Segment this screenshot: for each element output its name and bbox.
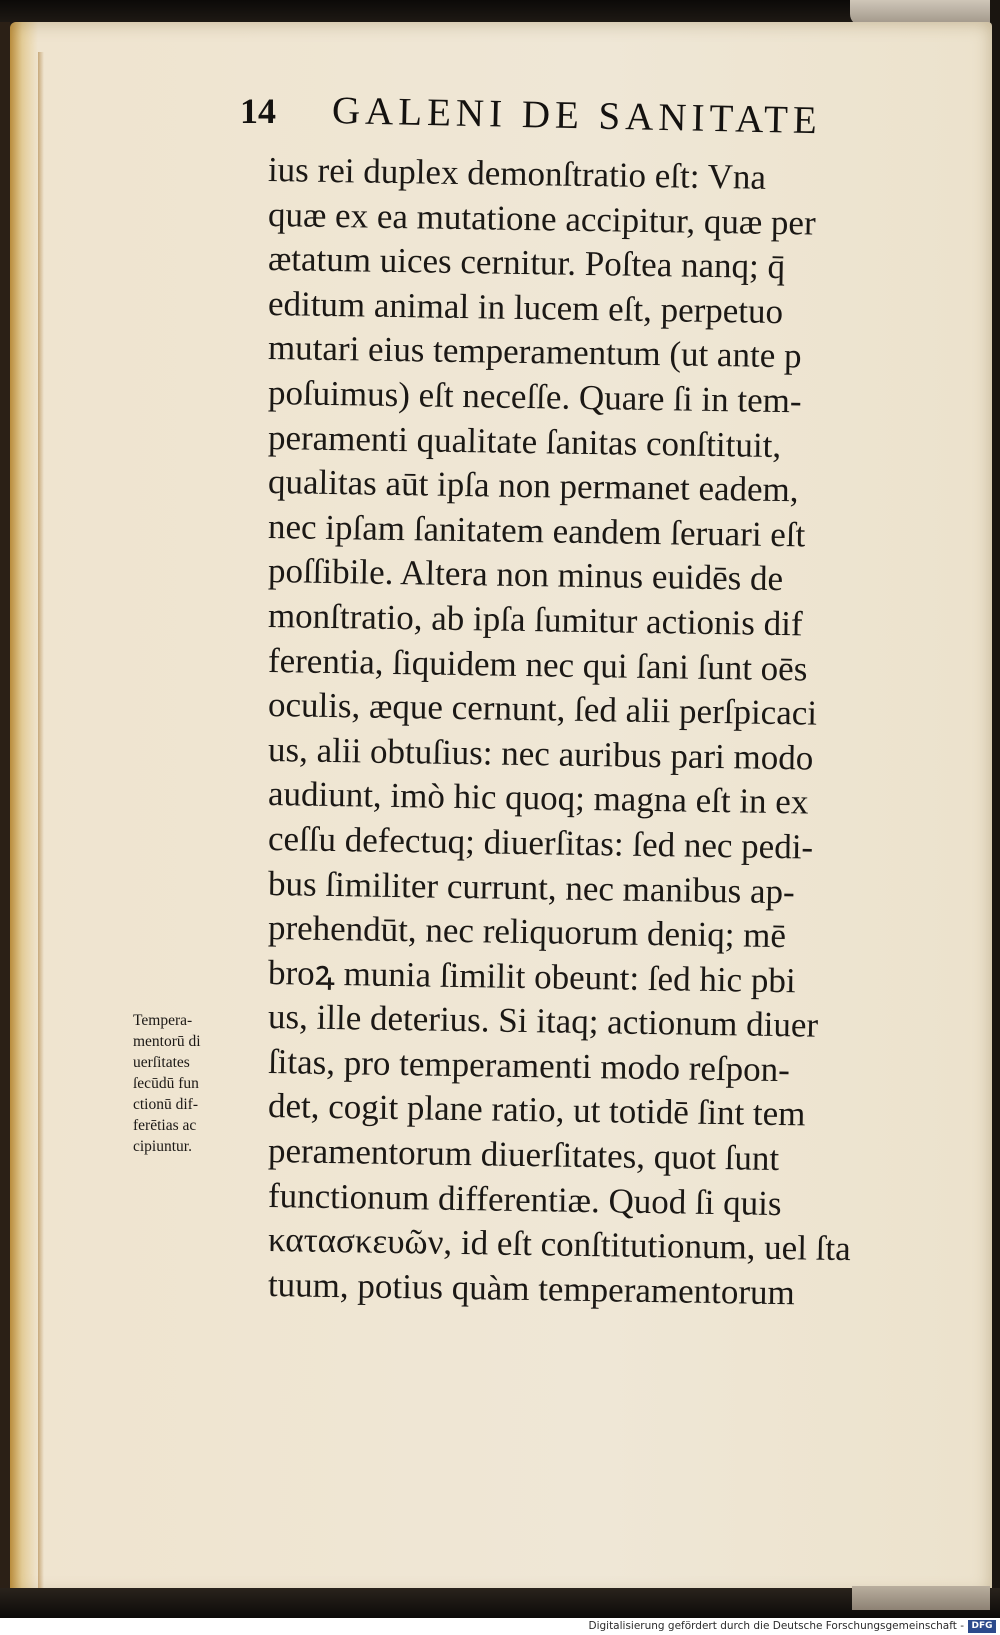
text-line: editum animal in lucem eſt, perpetuo <box>267 283 784 331</box>
dfg-credit: Digitalisierung gefördert durch die Deutsche Forschungsgemeinschaft - <box>588 1620 964 1632</box>
page-header <box>240 88 900 148</box>
text-line: bus ſimiliter currunt, nec manibus ap- <box>267 863 796 911</box>
text-line: ferentia, ſiquidem nec qui ſani ſunt oēs <box>267 640 808 689</box>
marginal-note-line: ſecūdū fun <box>133 1075 199 1092</box>
text-line: poſuimus) eſt neceſſe. Quare ſi in tem- <box>267 372 802 421</box>
body-text <box>267 148 908 1313</box>
marginal-note-line: ctionū dif- <box>133 1096 198 1113</box>
footer-bar <box>0 1618 1000 1635</box>
text-line: monſtratio, ab ipſa ſumitur actionis dif <box>267 595 803 644</box>
running-title: GALENI DE SANITATE <box>331 89 823 143</box>
marginal-note-line: Tempera- <box>133 1012 193 1029</box>
text-line: oculis, æque cernunt, ſed alii perſpicaci <box>267 685 818 733</box>
marginal-note-line: mentorū di <box>133 1033 201 1050</box>
text-line: audiunt, imò hic quoq; magna eſt in ex <box>267 774 809 822</box>
text-line: tuum, potius quàm temperamentorum <box>267 1264 796 1313</box>
marginal-note-line: ferētias ac <box>133 1117 197 1134</box>
text-line: us, alii obtuſius: nec auribus pari modo <box>267 729 814 778</box>
scan-frame-bottom <box>0 1588 1000 1618</box>
marginal-note-line: cipiuntur. <box>133 1138 192 1155</box>
text-line: κατασκευῶν, id eſt conſtitutionum, uel ſta <box>267 1220 852 1269</box>
text-line: nec ipſam ſanitatem eandem ſeruari eſt <box>267 506 806 555</box>
text-line: prehendūt, nec reliquorum deniq; mē <box>267 908 787 956</box>
marginal-note <box>133 1010 263 1157</box>
text-line: quæ ex ea mutatione accipitur, quæ per <box>267 194 816 243</box>
text-line: ceſſu defectuq; diuerſitas: ſed nec pedi- <box>267 818 814 867</box>
page-gutter-shadow <box>38 52 44 1612</box>
text-line: us, ille deterius. Si itaq; actionum diuer <box>267 997 819 1045</box>
scan-frame-left <box>0 22 10 1602</box>
text-line: qualitas aūt ipſa non permanet eadem, <box>267 462 799 510</box>
marginal-note-line: uerſitates <box>133 1054 190 1071</box>
page-number: 14 <box>240 91 276 131</box>
paper-scrap-bottom <box>852 1586 990 1610</box>
text-line: peramenti qualitate ſanitas conſtituit, <box>267 417 782 465</box>
dfg-logo: DFG <box>968 1620 996 1633</box>
text-line: poſſibile. Altera non minus euidēs de <box>267 551 784 599</box>
text-line: det, cogit plane ratio, ut totidē ſint tem <box>267 1086 806 1134</box>
text-line: mutari eius temperamentum (ut ante p <box>267 328 802 376</box>
text-line: ætatum uices cernitur. Poſtea nanq; q̄ <box>267 239 786 287</box>
text-line: broꝝ munia ſimilit obeunt: ſed hic pbi <box>267 952 796 1000</box>
text-line: ſitas, pro temperamenti modo reſpon- <box>267 1041 791 1090</box>
text-line: ius rei duplex demonſtratio eſt: Vna <box>267 150 767 197</box>
text-line: peramentorum diuerſitates, quot ſunt <box>267 1131 780 1179</box>
text-line: functionum differentiæ. Quod ſi quis <box>267 1175 782 1223</box>
